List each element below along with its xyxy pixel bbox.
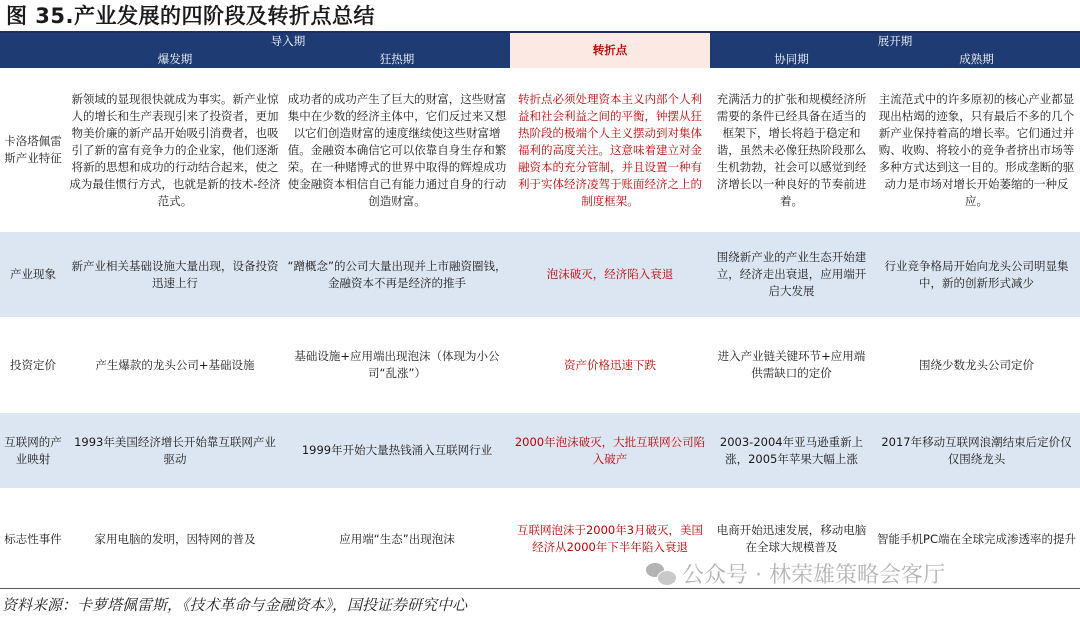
row-internet-mapping (0, 413, 1080, 488)
cell-frenzy: 成功者的成功产生了巨大的财富，这些财富集中在少数的经济主体中，它们反过来又想以它们创造财富的速度继续使这些财富增值。金融资本确信它可以依靠自身生存和繁荣。在一种赌博式的世界中取得的辉煌成功使金融资本相信自己有能力通过自身的行动创造财富。 (284, 68, 510, 232)
header-phase-eruption: 爆发期 (66, 50, 284, 68)
figure-title: 图 35.产业发展的四阶段及转折点总结 (6, 4, 376, 28)
cell-synergy: 围绕新产业的产业生态开始建立，经济走出衰退，应用端开启大发展 (710, 232, 873, 317)
row-label: 产业现象 (0, 232, 66, 317)
header-turning-point: 转折点 (510, 33, 710, 68)
row-investment-pricing (0, 317, 1080, 413)
row-label: 标志性事件 (0, 488, 66, 590)
cell-turning-point: 互联网泡沫于2000年3月破灭，美国经济从2000年下半年陷入衰退 (510, 488, 710, 590)
row-label: 互联网的产业映射 (0, 413, 66, 488)
source-note: 资料来源：卡萝塔佩雷斯，《技术革命与金融资本》，国投证券研究中心 (2, 596, 468, 614)
phase-summary-table (0, 33, 1080, 590)
row-characteristics (0, 68, 1080, 232)
header-group-install: 导入期 (66, 33, 510, 50)
cell-synergy: 进入产业链关键环节+应用端供需缺口的定价 (710, 317, 873, 413)
cell-maturity: 智能手机PC端在全球完成渗透率的提升 (873, 488, 1080, 590)
cell-maturity: 2017年移动互联网浪潮结束后定价仅仅围绕龙头 (873, 413, 1080, 488)
cell-eruption: 新领域的显现很快就成为事实。新产业惊人的增长和生产表现引来了投资者，更加物美价廉的新产品开始吸引消费者，也吸引了新的富有竞争力的企业家，他们逐渐将新的思想和成功的行动结合起来，使之成为最佳惯行方式，也就是新的技术-经济范式。 (66, 68, 284, 232)
cell-frenzy: 基础设施+应用端出现泡沫（体现为小公司“乱涨”） (284, 317, 510, 413)
row-industry-phenomena (0, 232, 1080, 317)
cell-synergy: 2003-2004年亚马逊重新上涨，2005年苹果大幅上涨 (710, 413, 873, 488)
cell-synergy: 充满活力的扩张和规模经济所需要的条件已经具备在适当的框架下，增长将趋于稳定和谐，虽然未必像狂热阶段那么生机勃勃，社会可以感觉到经济增长以一种良好的节奏前进着。 (710, 68, 873, 232)
row-label: 投资定价 (0, 317, 66, 413)
source-divider (0, 588, 1080, 589)
wechat-icon (646, 563, 676, 585)
cell-maturity: 围绕少数龙头公司定价 (873, 317, 1080, 413)
watermark-text: 公众号 · 林荣雄策略会客厅 (682, 563, 945, 588)
header-corner (0, 33, 66, 50)
cell-turning-point: 2000年泡沫破灭，大批互联网公司陷入破产 (510, 413, 710, 488)
cell-turning-point: 转折点必须处理资本主义内部个人利益和社会利益之间的平衡，钟摆从狂热阶段的极端个人主义摆动到对集体福利的高度关注。这意味着建立对金融资本的充分管制，并且设置一种有利于实体经济凌驾于账面经济之上的制度框架。 (510, 68, 710, 232)
header-phase-maturity: 成熟期 (873, 50, 1080, 68)
header-phase-frenzy: 狂热期 (284, 50, 510, 68)
cell-eruption: 新产业相关基础设施大量出现，设备投资迅速上行 (66, 232, 284, 317)
cell-eruption: 产生爆款的龙头公司+基础设施 (66, 317, 284, 413)
cell-turning-point: 泡沫破灭，经济陷入衰退 (510, 232, 710, 317)
cell-eruption: 家用电脑的发明，因特网的普及 (66, 488, 284, 590)
cell-maturity: 行业竞争格局开始向龙头公司明显集中，新的创新形式减少 (873, 232, 1080, 317)
header-group-deploy: 展开期 (710, 33, 1080, 50)
cell-eruption: 1993年美国经济增长开始靠互联网产业驱动 (66, 413, 284, 488)
cell-frenzy: “蹭概念”的公司大量出现并上市融资圈钱，金融资本不再是经济的推手 (284, 232, 510, 317)
header-phase-synergy: 协同期 (710, 50, 873, 68)
watermark (646, 558, 945, 589)
row-label: 卡洛塔佩雷斯产业特征 (0, 68, 66, 232)
cell-turning-point: 资产价格迅速下跌 (510, 317, 710, 413)
cell-frenzy: 应用端“生态”出现泡沫 (284, 488, 510, 590)
cell-maturity: 主流范式中的许多原初的核心产业都显现出枯竭的迹象，只有最后不多的几个新产业保持着高的增长率。它们通过并购、收购、将较小的竞争者挤出市场等多种方式达到这一目的。形成垄断的驱动力是市场对增长开始萎缩的一种反应。 (873, 68, 1080, 232)
cell-synergy: 电商开始迅速发展，移动电脑在全球大规模普及 (710, 488, 873, 590)
header-corner-2 (0, 50, 66, 68)
cell-frenzy: 1999年开始大量热钱涌入互联网行业 (284, 413, 510, 488)
